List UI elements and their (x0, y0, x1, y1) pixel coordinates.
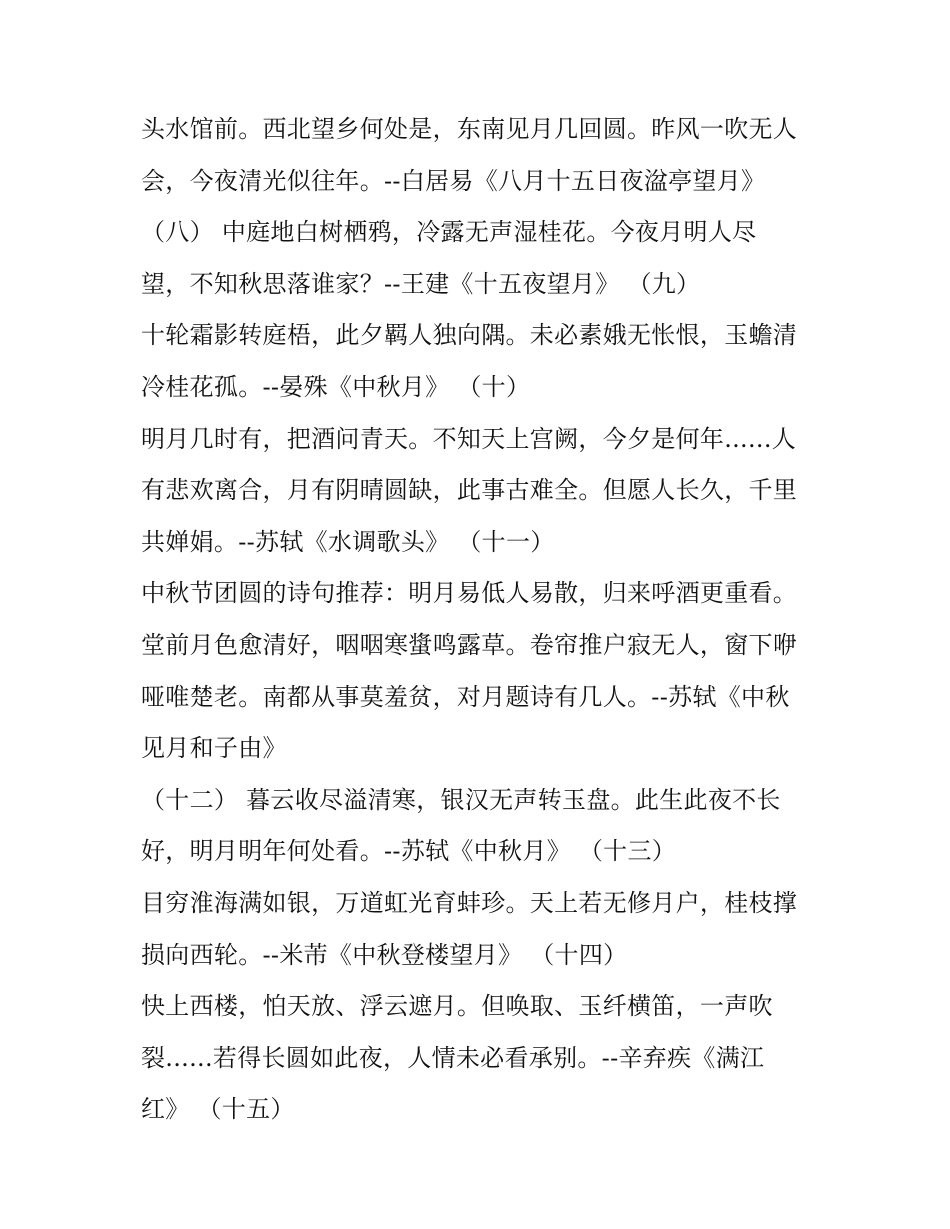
text-line: 头水馆前。西北望乡何处是，东南见月几回圆。昨风一吹无人 (141, 115, 798, 143)
text-line: 冷桂花孤。--晏殊《中秋月》 （十） (141, 372, 531, 401)
poem-text-block (141, 104, 821, 1136)
text-line: 堂前月色愈清好，咽咽寒螀鸣露草。卷帘推户寂无人，窗下咿 (141, 630, 798, 659)
text-line: 十轮霜影转庭梧，此夕羁人独向隅。未必素娥无怅恨，玉蟾清 (141, 321, 798, 350)
text-line: 裂......若得长圆如此夜，人情未必看承别。--辛弃疾《满江 (141, 1043, 765, 1072)
text-line: 哑唯楚老。南都从事莫羞贫，对月题诗有几人。--苏轼《中秋 (141, 682, 790, 711)
text-line: 红》 （十五） (141, 1095, 295, 1124)
text-line: 损向西轮。--米芾《中秋登楼望月》 （十四） (141, 940, 628, 969)
text-line: 明月几时有，把酒问青天。不知天上宫阙，今夕是何年......人 (141, 424, 797, 453)
text-line: 有悲欢离合，月有阴晴圆缺，此事古难全。但愿人长久，千里 (141, 476, 798, 505)
text-line: 中秋节团圆的诗句推荐：明月易低人易散，归来呼酒更重看。 (141, 579, 798, 608)
text-line: 望，不知秋思落谁家？--王建《十五夜望月》 （九） (141, 269, 701, 298)
text-line: 目穷淮海满如银，万道虹光育蚌珍。天上若无修月户，桂枝撑 (141, 888, 798, 917)
text-line: （十二） 暮云收尽溢清寒，银汉无声转玉盘。此生此夜不长 (141, 785, 781, 814)
text-line: 会，今夜清光似往年。--白居易《八月十五日夜湓亭望月》 (141, 166, 766, 195)
text-line: 好，明月明年何处看。--苏轼《中秋月》 （十三） (141, 837, 677, 866)
text-line: （八） 中庭地白树栖鸦，冷露无声湿桂花。今夜月明人尽 (141, 218, 757, 247)
text-line: 快上西楼，怕天放、浮云遮月。但唤取、玉纤横笛，一声吹 (141, 992, 773, 1021)
text-line: 共婵娟。--苏轼《水调歌头》 （十一） (141, 527, 555, 556)
text-line: 见月和子由》 (141, 734, 287, 763)
